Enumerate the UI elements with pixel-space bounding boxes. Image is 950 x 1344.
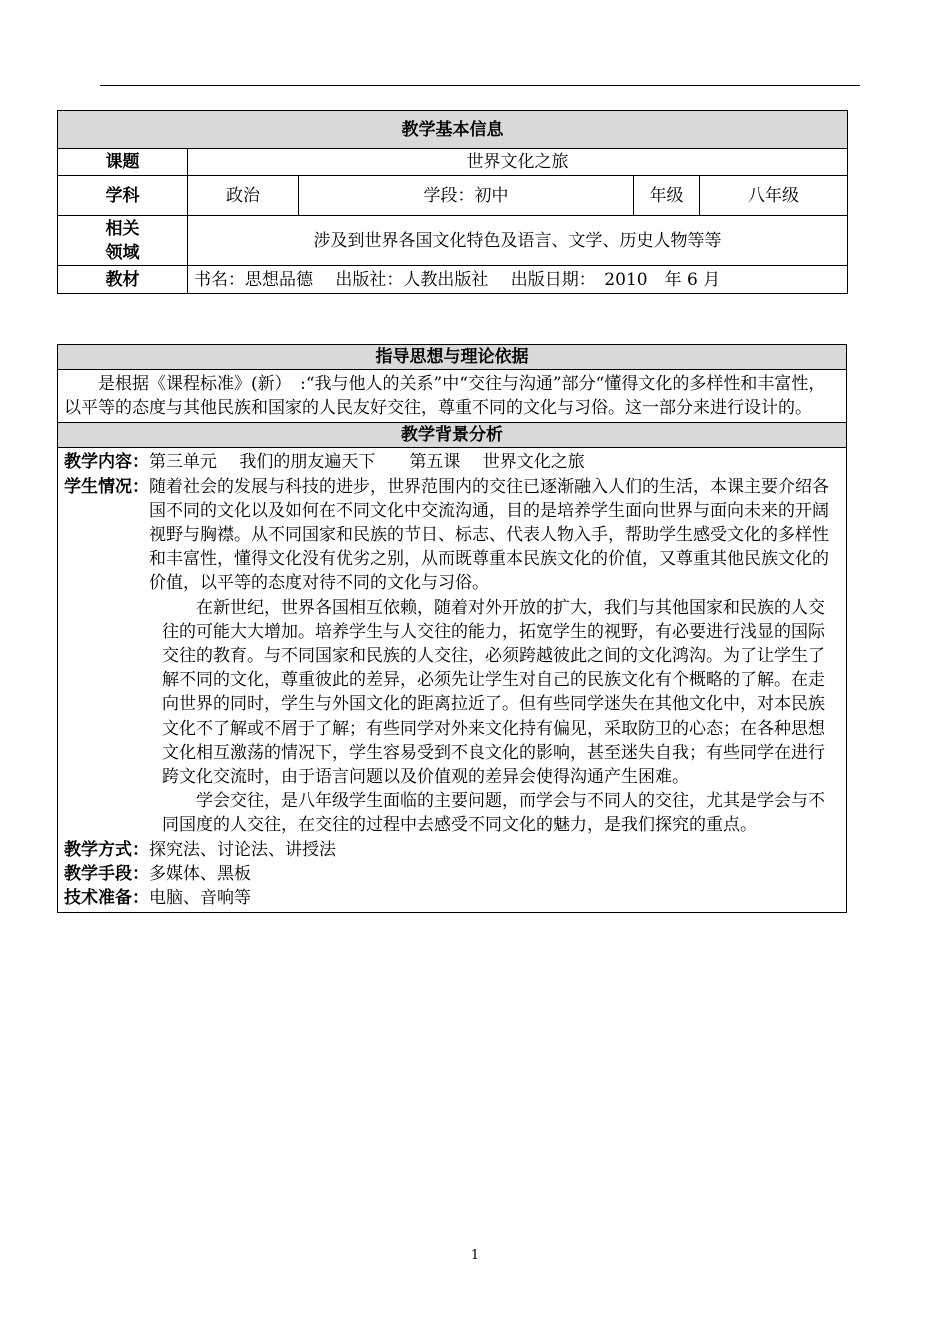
- content-label: 教学内容：: [64, 452, 149, 473]
- tech-row: [64, 886, 840, 910]
- subject-value: 政治: [188, 176, 299, 216]
- field-label-line1: 相关: [105, 218, 140, 239]
- student-para-1: 随着社会的发展与科技的进步，世界范围内的交往已逐渐融入人们的生活，本课主要介绍各国不同的文化以及如何在不同文化中交流沟通，目的是培养学生面向世界与面向未来的开阔视野与胸襟。从不同国家和民族的节日、标志、代表人物入手，帮助学生感受文化的多样性和丰富性，懂得文化没有优劣之别，从而既尊重本民族文化的价值，又尊重其他民族文化的价值，以平等的态度对待不同的文化与习俗。: [149, 476, 829, 594]
- background-body: [58, 448, 847, 913]
- grade-label: 年级: [634, 176, 700, 216]
- stage-value: 学段：初中: [299, 176, 634, 216]
- grade-value: 八年级: [700, 176, 848, 216]
- student-label: 学生情况：: [64, 476, 149, 497]
- analysis-table: [57, 344, 847, 913]
- subject-label: 学科: [58, 176, 188, 216]
- method-label: 教学方式：: [64, 839, 149, 860]
- header-rule: [100, 85, 860, 86]
- basic-info-table: [57, 110, 848, 294]
- textbook-value: 书名：思想品德 出版社：人教出版社 出版日期： 2010 年 6 月: [188, 266, 848, 294]
- guide-text: 是根据《课程标准》(新） :“我与他人的关系”中“交往与沟通”部分“懂得文化的多样性和丰富性，以平等的态度与其他民族和国家的人民友好交往，尊重不同的文化与习俗。这一部分来进行设计的。: [64, 374, 826, 419]
- guide-title: 指导思想与理论依据: [58, 345, 847, 370]
- student-para-3: 学会交往，是八年级学生面临的主要问题，而学会与不同人的交往，尤其是学会与不同国度的人交往，在交往的过程中去感受不同文化的魅力，是我们探究的重点。: [162, 791, 825, 836]
- topic-label: 课题: [58, 149, 188, 176]
- tech-label: 技术准备：: [64, 888, 149, 909]
- student-para-2: 在新世纪，世界各国相互依赖，随着对外开放的扩大，我们与其他国家和民族的人交往的可能大大增加。培养学生与人交往的能力，拓宽学生的视野，有必要进行浅显的国际交往的教育。与不同国家和民族的人交往，必须跨越彼此之间的文化鸿沟。为了让学生了解不同的文化，尊重彼此的差异，必须先让学生对自己的民族文化有个概略的了解。在走向世界的同时，学生与外国文化的距离拉近了。但有些同学迷失在其他文化中，对本民族文化不了解或不屑于了解；有些同学对外来文化持有偏见，采取防卫的心态；在各种思想文化相互激荡的情况下，学生容易受到不良文化的影响，甚至迷失自我；有些同学在进行跨文化交流时，由于语言问题以及价值观的差异会使得沟通产生困难。: [162, 597, 825, 788]
- means-value: 多媒体、黑板: [149, 863, 251, 884]
- page-number: 1: [470, 1248, 480, 1263]
- method-value: 探究法、讨论法、讲授法: [149, 839, 336, 860]
- basic-info-title: 教学基本信息: [58, 111, 848, 149]
- tech-value: 电脑、音响等: [149, 888, 251, 909]
- topic-value: 世界文化之旅: [188, 149, 848, 176]
- field-value: 涉及到世界各国文化特色及语言、文学、历史人物等等: [188, 216, 848, 266]
- field-label-line2: 领域: [105, 242, 140, 263]
- student-row: [64, 475, 840, 596]
- field-label: [58, 216, 188, 266]
- method-row: [64, 838, 840, 862]
- content-row: [64, 450, 840, 474]
- background-title: 教学背景分析: [58, 423, 847, 448]
- means-row: [64, 862, 840, 886]
- content-value: 第三单元 我们的朋友遍天下 第五课 世界文化之旅: [149, 452, 585, 473]
- means-label: 教学手段：: [64, 863, 149, 884]
- textbook-label: 教材: [58, 266, 188, 294]
